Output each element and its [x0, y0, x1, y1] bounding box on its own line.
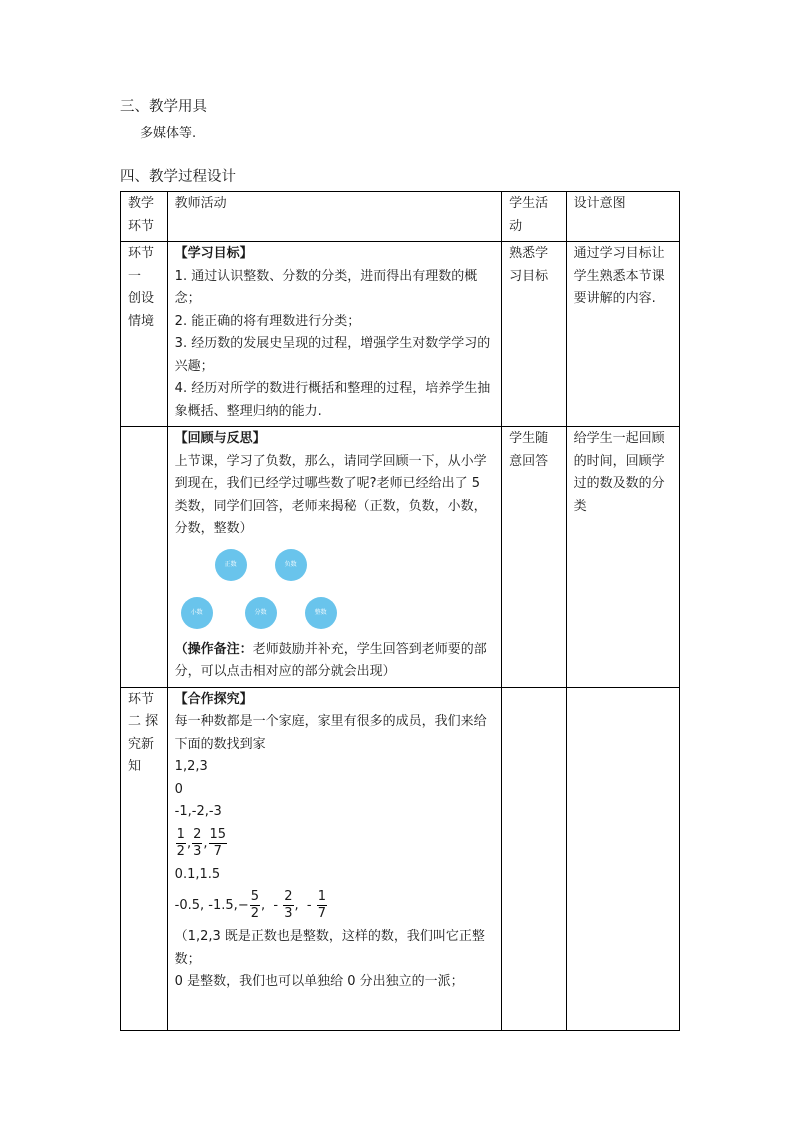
- explanation-text: （1,2,3 既是正数也是整数，这样的数，我们叫它正整数；: [174, 929, 485, 967]
- teacher-cell: [167, 427, 502, 688]
- objective-item: 3. 经历数的发展史呈现的过程，增强学生对数学学习的兴趣；: [174, 336, 491, 374]
- fraction: [176, 827, 186, 860]
- intent-cell: 通过学习目标让学生熟悉本节课要讲解的内容.: [566, 242, 679, 427]
- student-cell: 学生随意回答: [502, 427, 566, 688]
- header-teacher: 教师活动: [167, 192, 502, 242]
- fraction-numerator: 1: [176, 826, 185, 842]
- stage-label: 究新: [128, 736, 155, 752]
- circle-decimal[interactable]: 小数: [181, 597, 213, 629]
- intro-text: 每一种数都是一个家庭，家里有很多的成员，我们来给下面的数找到家: [174, 714, 487, 752]
- fraction: [250, 889, 260, 922]
- header-student: 学生活动: [502, 192, 566, 242]
- stage-cell: [121, 687, 168, 1030]
- fraction-denominator: 3: [193, 843, 202, 859]
- table-row: [121, 242, 680, 427]
- section-label: 【回顾与反思】: [174, 431, 266, 446]
- table-row: [121, 687, 680, 1030]
- review-text: 上节课，学习了负数，那么，请同学回顾一下，从小学到现在，我们已经学过哪些数了呢?老师已经给出了 5 类数，同学们回答，老师来揭秘（正数，负数，小数，分数，整数）: [174, 453, 487, 536]
- operation-note: [175, 639, 496, 684]
- stage-label: 知: [128, 759, 142, 774]
- stage-label: 情境: [128, 313, 155, 329]
- negative-decimals: -0.5, -1.5,: [174, 898, 238, 913]
- objective-item: 4. 经历对所学的数进行概括和整理的过程，培养学生抽象概括、整理归纳的能力.: [174, 381, 491, 419]
- table-header-row: [121, 192, 680, 242]
- section-4-title: 四、教学过程设计: [120, 169, 236, 185]
- fraction-numerator: 2: [284, 889, 293, 904]
- number-list: -1,-2,-3: [174, 804, 222, 819]
- fraction-denominator: 7: [213, 843, 222, 859]
- minus-sign: −: [237, 898, 249, 913]
- fraction-list: $\frac{1}{2}$ , $\frac{2}{3}$ , $\frac{15}{7}$: [176, 826, 227, 859]
- fraction-numerator: 5: [250, 889, 259, 904]
- minus-sign: -: [306, 898, 316, 913]
- header-intent: 设计意图: [566, 192, 679, 242]
- fraction: [283, 889, 293, 922]
- fraction-denominator: 2: [176, 843, 185, 859]
- teaching-process-table: [120, 191, 680, 1031]
- note-text: 老师鼓励并补充，学生回答到老师要的部分，可以点击相对应的部分就会出现）: [174, 641, 487, 679]
- stage-label: 创设: [128, 291, 155, 306]
- objective-item: 2. 能正确的将有理数进行分类；: [174, 313, 361, 329]
- header-stage: 教学环节: [121, 192, 168, 242]
- stage-cell: [121, 242, 168, 427]
- section-3-title: 三、教学用具: [120, 99, 207, 115]
- minus-sign: -: [273, 898, 283, 913]
- circle-integer[interactable]: 整数: [305, 597, 337, 629]
- intent-cell: 给学生一起回顾的时间，回顾学过的数及数的分类: [566, 427, 679, 688]
- fraction-numerator: 1: [317, 889, 327, 904]
- fraction-denominator: 7: [317, 906, 327, 921]
- student-cell: [502, 687, 566, 1030]
- fraction-denominator: 3: [284, 906, 293, 921]
- fraction: [192, 827, 202, 860]
- note-label: （操作备注：: [174, 641, 253, 657]
- number-type-circles: [175, 545, 496, 637]
- circle-fraction[interactable]: 分数: [245, 597, 277, 629]
- section-label: 【合作探究】: [174, 691, 253, 707]
- explanation-text: 0 是整数，我们也可以单独给 0 分出独立的一派；: [174, 974, 464, 989]
- fraction-numerator: 15: [209, 826, 227, 842]
- negative-number-list: -0.5, -1.5,− $\frac{5}{2}$ , - $\frac{2}{3}$ , - $\frac{1}{7}$: [174, 889, 327, 921]
- stage-label: 二 探: [128, 714, 159, 729]
- fraction-denominator: 2: [250, 906, 259, 921]
- stage-label: 一: [128, 268, 142, 284]
- fraction-numerator: 2: [193, 826, 202, 842]
- stage-label: 环节: [128, 691, 155, 707]
- teacher-cell: [167, 242, 502, 427]
- stage-label: 环节: [128, 246, 155, 261]
- intent-cell: [566, 687, 679, 1030]
- table-row: [121, 427, 680, 688]
- fraction: [209, 827, 228, 860]
- number-list: 0: [174, 781, 183, 797]
- objective-item: 1. 通过认识整数、分数的分类，进而得出有理数的概念；: [174, 268, 478, 306]
- number-list: 1,2,3: [174, 759, 208, 774]
- circle-positive[interactable]: 正数: [215, 549, 247, 581]
- student-cell: 熟悉学习目标: [502, 242, 566, 427]
- decimal-list: 0.1,1.5: [174, 866, 221, 882]
- fraction: [317, 889, 327, 922]
- section-label: 【学习目标】: [174, 246, 253, 261]
- stage-cell: [121, 427, 168, 688]
- circle-negative[interactable]: 负数: [275, 549, 307, 581]
- teacher-cell: [167, 687, 502, 1030]
- section-3-content: 多媒体等.: [140, 126, 197, 141]
